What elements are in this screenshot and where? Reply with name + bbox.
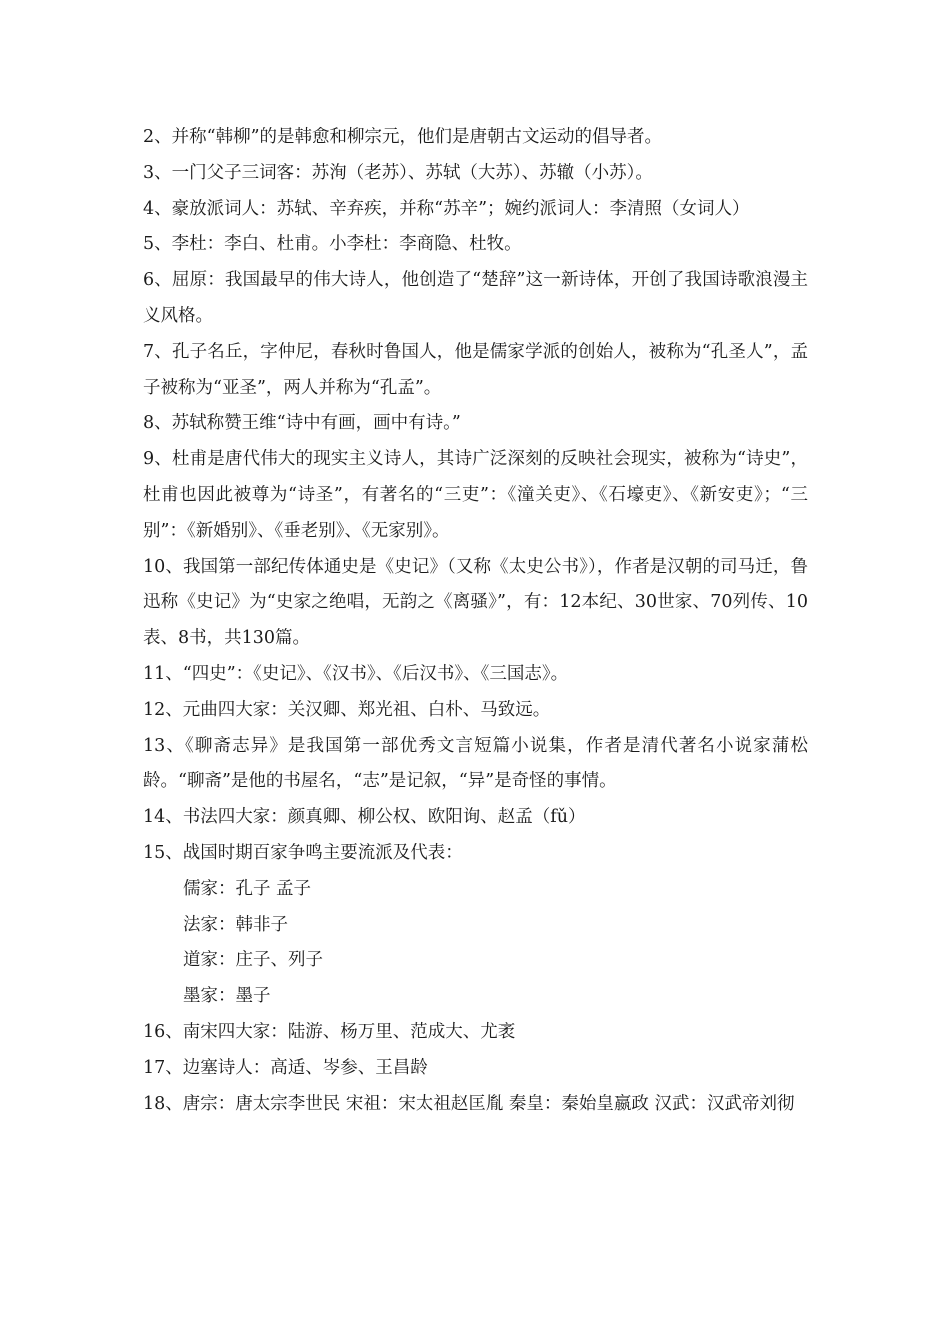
paragraph-6: 6、屈原：我国最早的伟大诗人，他创造了“楚辞”这一新诗体，开创了我国诗歌浪漫主义风格。 — [143, 270, 808, 326]
school-daoist: 道家：庄子、列子 — [183, 950, 323, 971]
paragraph-3: 3、一门父子三词客：苏洵（老苏）、苏轼（大苏）、苏辙（小苏）。 — [143, 162, 653, 183]
paragraph-13: 13、《聊斋志异》是我国第一部优秀文言短篇小说集，作者是清代著名小说家蒲松龄。“聊斋”是他的书屋名，“志”是记叙，“异”是奇怪的事情。 — [143, 735, 808, 792]
paragraph-4: 4、豪放派词人：苏轼、辛弃疾，并称“苏辛”；婉约派词人：李清照（女词人） — [143, 198, 750, 219]
paragraph-14: 14、书法四大家：颜真卿、柳公权、欧阳询、赵孟（fǔ） — [143, 807, 586, 828]
paragraph-17: 17、边塞诗人：高适、岑参、王昌龄 — [143, 1057, 428, 1078]
school-legalist: 法家：韩非子 — [183, 914, 288, 935]
document-body — [143, 120, 808, 1122]
school-confucian: 儒家：孔子 孟子 — [183, 878, 312, 899]
paragraph-12: 12、元曲四大家：关汉卿、郑光祖、白朴、马致远。 — [143, 699, 551, 720]
paragraph-10: 10、我国第一部纪传体通史是《史记》（又称《太史公书》），作者是汉朝的司马迁，鲁迅称《史记》为“史家之绝唱，无韵之《离骚》”，有：12本纪、30世家、70列传、10表、8书，共130篇。 — [143, 556, 808, 649]
paragraph-18: 18、唐宗：唐太宗李世民 宋祖：宋太祖赵匡胤 秦皇：秦始皇嬴政 汉武：汉武帝刘彻 — [143, 1093, 795, 1114]
paragraph-16: 16、南宋四大家：陆游、杨万里、范成大、尤袤 — [143, 1021, 516, 1042]
paragraph-2: 2、并称“韩柳”的是韩愈和柳宗元，他们是唐朝古文运动的倡导者。 — [143, 127, 663, 147]
paragraph-15: 15、战国时期百家争鸣主要流派及代表： — [143, 842, 463, 863]
paragraph-9: 9、杜甫是唐代伟大的现实主义诗人，其诗广泛深刻的反映社会现实，被称为“诗史”，杜甫也因此被尊为“诗圣”，有著名的“三吏”：《潼关吏》、《石壕吏》、《新安吏》；“三别”：《新婚别》、《垂老别》、《无家别》。 — [143, 449, 808, 541]
paragraph-7: 7、孔子名丘，字仲尼，春秋时鲁国人，他是儒家学派的创始人，被称为“孔圣人”，孟子被称为“亚圣”，两人并称为“孔孟”。 — [143, 341, 808, 398]
paragraph-8: 8、苏轼称赞王维“诗中有画，画中有诗。” — [143, 413, 461, 434]
paragraph-5: 5、李杜：李白、杜甫。小李杜：李商隐、杜牧。 — [143, 234, 522, 255]
paragraph-11: 11、“四史”：《史记》、《汉书》、《后汉书》、《三国志》。 — [143, 663, 569, 684]
school-mohist: 墨家：墨子 — [183, 986, 271, 1007]
